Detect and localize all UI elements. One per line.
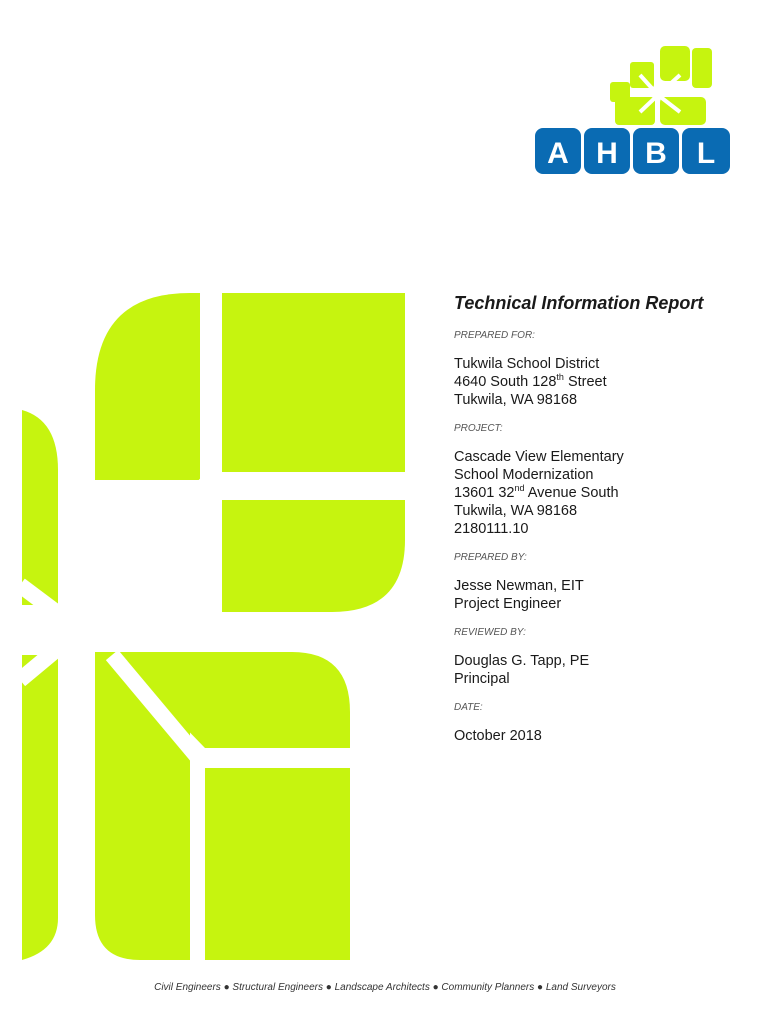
svg-text:L: L <box>696 137 716 170</box>
footer-disciplines: Civil Engineers ● Structural Engineers ● Landscape Architects ● Community Planners ● Land Surveyors <box>154 982 616 993</box>
svg-text:A: A <box>547 137 569 170</box>
reviewed-by-title: Principal <box>454 671 510 687</box>
date-label: DATE: <box>454 702 483 713</box>
client-block <box>454 355 754 409</box>
report-info-column <box>454 293 754 759</box>
prepared-by-name: Jesse Newman, EIT <box>454 578 584 594</box>
reviewed-by-name: Douglas G. Tapp, PE <box>454 653 590 669</box>
reviewed-by-label: REVIEWED BY: <box>454 627 526 638</box>
project-address: 13601 32nd Avenue South <box>454 483 619 501</box>
prepared-for-label: PREPARED FOR: <box>454 330 535 341</box>
prepared-by-title: Project Engineer <box>454 596 562 612</box>
svg-text:B: B <box>645 137 667 170</box>
date-value: October 2018 <box>454 728 542 744</box>
ahbl-logo-mark <box>610 46 712 125</box>
project-number: 2180111.10 <box>454 521 529 537</box>
prepared-by-label: PREPARED BY: <box>454 552 527 563</box>
project-name-line2: School Modernization <box>454 467 594 483</box>
reviewed-by-block <box>454 652 754 688</box>
client-name: Tukwila School District <box>454 356 600 372</box>
client-city: Tukwila, WA 98168 <box>454 392 578 408</box>
project-label: PROJECT: <box>454 423 503 434</box>
client-address: 4640 South 128th Street <box>454 372 607 390</box>
prepared-by-block <box>454 577 754 613</box>
ahbl-logo-letters <box>535 128 730 174</box>
project-block <box>454 448 754 538</box>
project-name-line1: Cascade View Elementary <box>454 449 624 465</box>
project-city: Tukwila, WA 98168 <box>454 503 578 519</box>
svg-text:H: H <box>596 137 618 170</box>
report-title: Technical Information Report <box>454 293 704 313</box>
date-block <box>454 727 754 745</box>
